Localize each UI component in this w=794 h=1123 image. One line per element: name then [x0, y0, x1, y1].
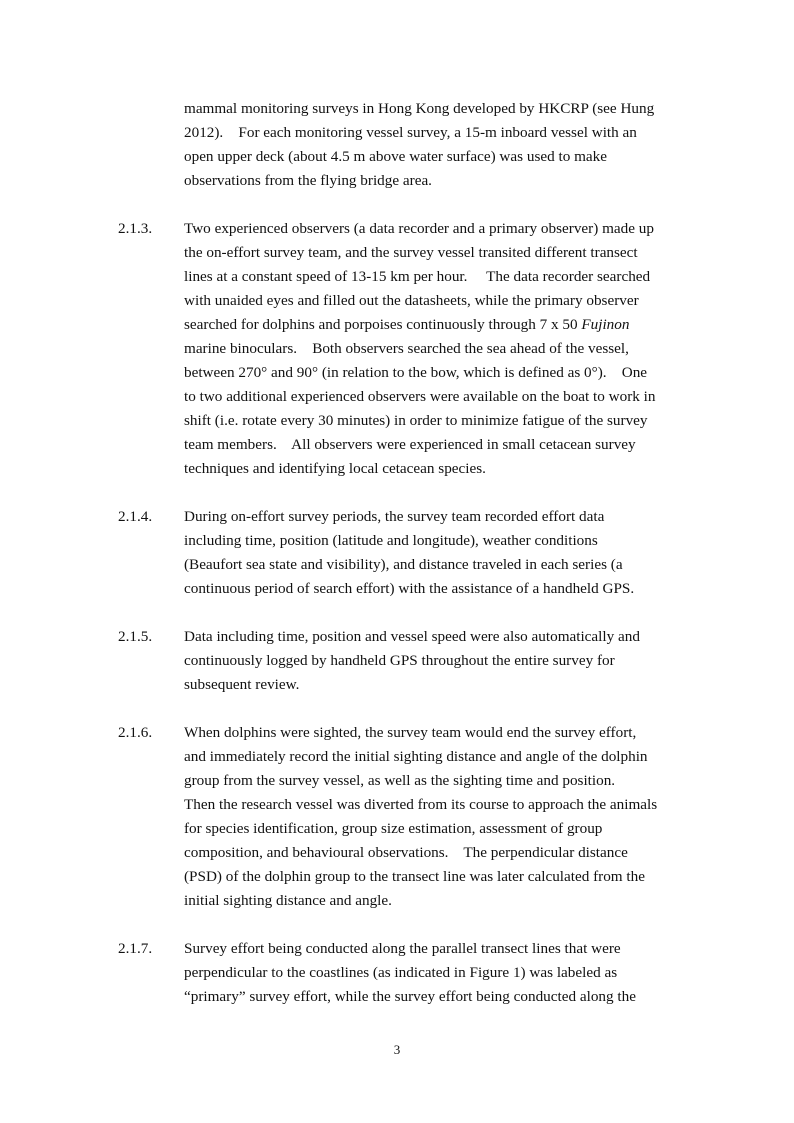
text-line: with unaided eyes and filled out the datasheets, while the primary observer — [184, 292, 639, 309]
text-line: Survey effort being conducted along the parallel transect lines that were — [184, 940, 621, 957]
text-line: (Beaufort sea state and visibility), and distance traveled in each series (a — [184, 556, 623, 573]
text-line: initial sighting distance and angle. — [184, 892, 392, 909]
text-line: During on-effort survey periods, the survey team recorded effort data — [184, 508, 605, 525]
paragraph-number: 2.1.3. — [118, 220, 153, 237]
text-line: When dolphins were sighted, the survey team would end the survey effort, — [184, 724, 637, 741]
text-line: perpendicular to the coastlines (as indicated in Figure 1) was labeled as — [184, 964, 618, 981]
text-line: for species identification, group size estimation, assessment of group — [184, 820, 603, 837]
text-line: between 270° and 90° (in relation to the bow, which is defined as 0°). One — [184, 364, 648, 381]
paragraph-number: 2.1.7. — [118, 940, 153, 957]
text-line: continuous period of search effort) with the assistance of a handheld GPS. — [184, 580, 635, 597]
text-line: Data including time, position and vessel speed were also automatically and — [184, 628, 640, 645]
text-line: subsequent review. — [184, 676, 300, 693]
binocular-brand-italic: Fujinon — [581, 316, 630, 333]
text-line: composition, and behavioural observations. The perpendicular distance — [184, 844, 628, 861]
text-line: lines at a constant speed of 13-15 km per hour. The data recorder searched — [184, 268, 651, 285]
text-line: “primary” survey effort, while the survey effort being conducted along the — [184, 988, 636, 1005]
paragraph-lines — [184, 505, 704, 601]
paragraph-lines — [184, 217, 704, 481]
text-line: team members. All observers were experienced in small cetacean survey — [184, 436, 636, 453]
text-line: and immediately record the initial sighting distance and angle of the dolphin — [184, 748, 648, 765]
page-number: 3 — [393, 1042, 401, 1057]
text-line: techniques and identifying local cetacean species. — [184, 460, 486, 477]
paragraph-lines — [184, 721, 704, 913]
text-line: the on-effort survey team, and the survey vessel transited different transect — [184, 244, 638, 261]
text-line: to two additional experienced observers were available on the boat to work in — [184, 388, 656, 405]
text-line: including time, position (latitude and longitude), weather conditions — [184, 532, 598, 549]
text-line: (PSD) of the dolphin group to the transect line was later calculated from the — [184, 868, 645, 885]
text-line: Two experienced observers (a data recorder and a primary observer) made up — [184, 220, 654, 237]
text-line — [184, 313, 704, 337]
text-line: 2012). For each monitoring vessel survey, a 15-m inboard vessel with an — [184, 124, 637, 141]
text-line: Then the research vessel was diverted from its course to approach the animals — [184, 796, 658, 813]
text-line: marine binoculars. Both observers searched the sea ahead of the vessel, — [184, 340, 629, 357]
text-run: searched for dolphins and porpoises continuously through 7 x 50 — [184, 316, 582, 333]
text-line: shift (i.e. rotate every 30 minutes) in order to minimize fatigue of the survey — [184, 412, 648, 429]
paragraph-number: 2.1.6. — [118, 724, 153, 741]
paragraph-number: 2.1.4. — [118, 508, 153, 525]
paragraph-lines — [184, 937, 704, 1009]
paragraph-number: 2.1.5. — [118, 628, 153, 645]
paragraph-lines — [184, 625, 704, 697]
paragraph-lines — [184, 97, 704, 193]
text-line: open upper deck (about 4.5 m above water surface) was used to make — [184, 148, 607, 165]
text-line: group from the survey vessel, as well as the sighting time and position. — [184, 772, 616, 789]
text-line: mammal monitoring surveys in Hong Kong developed by HKCRP (see Hung — [184, 100, 655, 117]
text-line: continuously logged by handheld GPS throughout the entire survey for — [184, 652, 615, 669]
text-line: observations from the flying bridge area. — [184, 172, 432, 189]
